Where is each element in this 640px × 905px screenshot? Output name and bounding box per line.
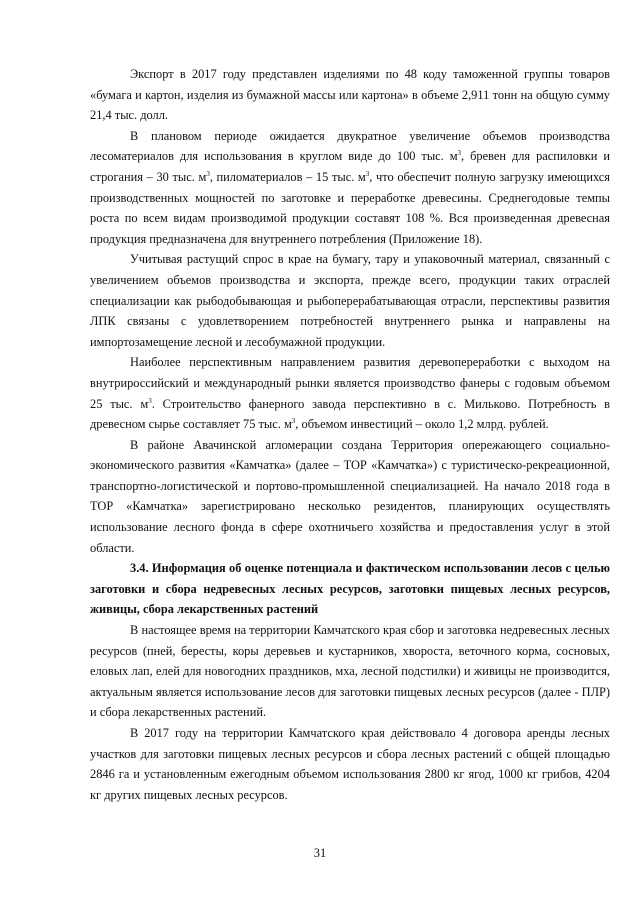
text-segment: , что обеспечит полную загрузку имеющихся производственных мощностей по заготовке и переработке древесины. Среднегодовые темпы роста по всем видам производимой продукции составят 108 %. Вся произведенная древесная продукция предназначена для внутреннего потребления (Приложение 18). [90,169,610,246]
section-heading: 3.4. Информация об оценке потенциала и фактическом использовании лесов с целью заготовки и сбора недревесных лесных ресурсов, заготовки пищевых лесных ресурсов, живицы, сбора лекарственных растений [90,561,610,617]
paragraph-export: Экспорт в 2017 году представлен изделиями по 48 коду таможенной группы товаров «бумага и картон, изделия из бумажной массы или картона» в объеме 2,911 тонн на общую сумму 21,4 тыс. долл. [90,67,610,123]
superscript: 3 [365,169,370,178]
superscript: 3 [291,417,296,426]
page-number: 31 [313,846,327,860]
paragraph-planned-period [90,126,610,250]
paragraph-tor-kamchatka: В районе Авачинской агломерации создана Территория опережающего социально-экономического развития «Камчатка» (далее – ТОР «Камчатка») с туристическо-рекреационной, транспортно-логистической и портово-промышленной специализацией. На начало 2018 года в ТОР «Камчатка» зарегистрировано несколько резидентов, планирующих осуществлять использование лесного фонда в сфере охотничьего хозяйства и предоставления услуг в этой области. [90,437,610,555]
text-segment: , бревен для распиловки и строгания – 30 тыс. м [90,149,610,184]
document-page [90,64,610,805]
superscript: 3 [148,396,152,405]
paragraph-demand: Учитывая растущий спрос в крае на бумагу, тару и упаковочный материал, связанный с увеличением объемов производства и экспорта, прежде всего, продукции таких отраслей специализации как рыбодобывающая и рыбоперерабатывающая отрасли, перспективы развития ЛПК связаны с удовлетворением потребностей внутреннего рынка и направлены на импортозамещение лесной и лесобумажной продукции. [90,252,610,349]
text-segment: , пиломатериалов – 15 тыс. м [209,169,366,184]
superscript: 3 [457,149,462,158]
paragraph-lease-2017: В 2017 году на территории Камчатского края действовало 4 договора аренды лесных участков для заготовки пищевых лесных ресурсов и сбора лесных растений с общей площадью 2846 га и установленным ежегодным объемом использования 2800 кг ягод, 1000 кг грибов, 4204 кг других пищевых лесных ресурсов. [90,726,610,802]
paragraph-plywood [90,352,610,434]
superscript: 3 [206,169,210,178]
text-segment: . Строительство фанерного завода перспективно в с. Мильково. Потребность в древесном сырье составляет 75 тыс. м [90,396,610,432]
text-segment: В плановом периоде ожидается двукратное увеличение объемов производства лесоматериалов для использования в круглом виде до 100 тыс. м [90,128,610,164]
text-segment: Наиболее перспективным направлением развития деревопереработки с выходом на внутрироссийский и международный рынки является производство фанеры с годовым объемом 25 тыс. м [90,355,610,411]
paragraph-non-timber: В настоящее время на территории Камчатского края сбор и заготовка недревесных лесных ресурсов (пней, бересты, коры деревьев и кустарников, хвороста, веточного корма, сосновых, еловых лап, елей для новогодних праздников, мха, лесной подстилки) и живицы не производится, актуальным является использование лесов для заготовки пищевых лесных ресурсов (далее - ПЛР) и сбора лекарственных растений. [90,623,610,720]
text-segment: , объемом инвестиций – около 1,2 млрд. рублей. [295,417,549,432]
